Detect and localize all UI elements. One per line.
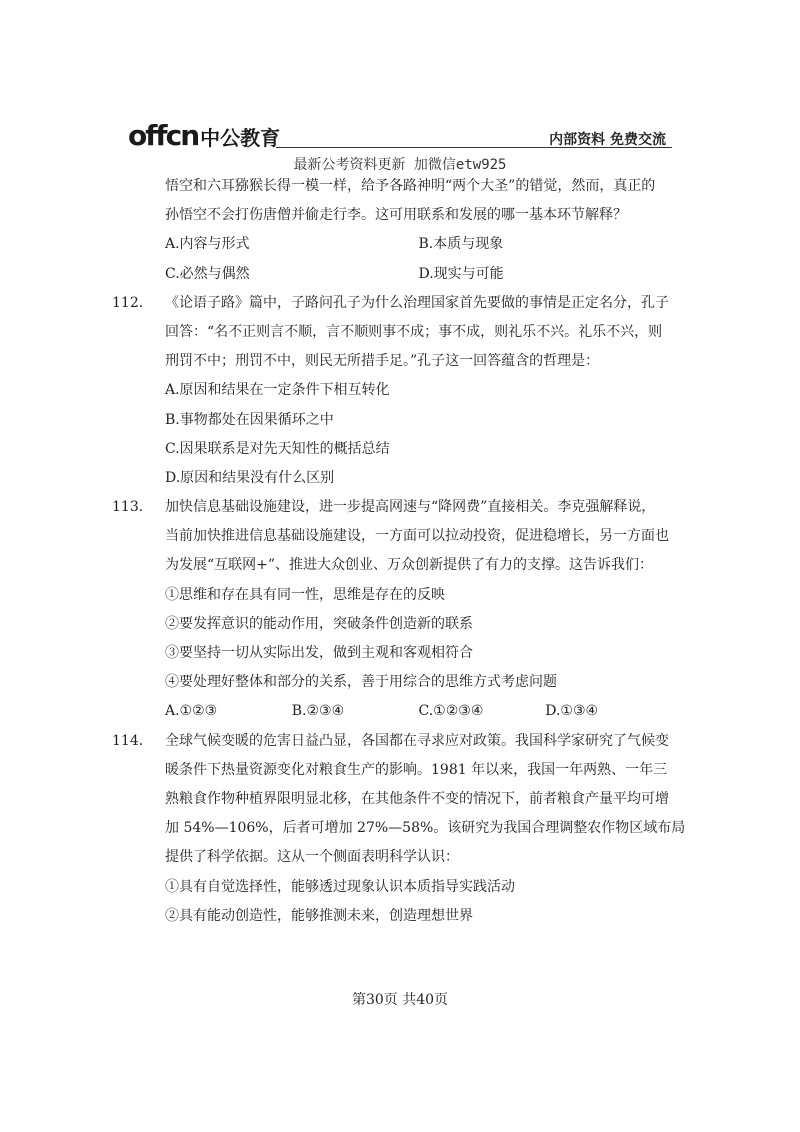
- question-text-line: 暖条件下热量资源变化对粮食生产的影响。1981 年以来，我国一年两熟、一年三: [165, 761, 668, 778]
- option-a: A.原因和结果在一定条件下相互转化: [165, 382, 390, 399]
- page-footer: 第30页 共40页: [351, 992, 449, 1008]
- option-d: D.现实与可能: [418, 265, 504, 282]
- question-text-line: [112, 493, 672, 522]
- watermark-text: 最新公考资料更新 加微信etw925: [293, 157, 507, 173]
- question-number: 112．: [112, 294, 153, 311]
- statement-4: ④要处理好整体和部分的关系，善于用综合的思维方式考虑问题: [165, 674, 557, 691]
- question-text-line: 为发展“互联网+”、推进大众创业、万众创新提供了有力的支撑。这告诉我们：: [165, 557, 654, 574]
- statement-3: ③要坚持一切从实际出发，做到主观和客观相符合: [165, 645, 473, 661]
- option-c: C.①②③④: [418, 703, 484, 720]
- question-number: 113．: [112, 499, 153, 516]
- question-text-line: [112, 289, 672, 318]
- statement-2: ②具有能动创造性，能够推测未来，创造理想世界: [165, 907, 473, 924]
- option-d: D.原因和结果没有什么区别: [165, 469, 335, 486]
- header-right-text: 内部资料 免费交流: [549, 132, 666, 148]
- option-a: A.①②③: [165, 703, 218, 720]
- question-113: [112, 493, 672, 727]
- options-row: [142, 230, 672, 259]
- question-112: [112, 289, 672, 493]
- option-c: C.必然与偶然: [165, 265, 250, 282]
- question-text-line: [112, 727, 672, 756]
- question-number: 114．: [112, 732, 153, 749]
- option-b: B.②③④: [291, 703, 345, 720]
- logo-chinese-text: 中公教育: [200, 126, 281, 150]
- option-d: D.①③④: [545, 703, 599, 720]
- question-text-line: 当前加快推进信息基础设施建设，一方面可以拉动投资，促进稳增长，另一方面也: [165, 528, 669, 545]
- question-text-line: 回答：“名不正则言不顺，言不顺则事不成；事不成，则礼乐不兴。礼乐不兴，则: [165, 323, 663, 340]
- options-row: [142, 260, 672, 289]
- question-stem-first-line: 《论语子路》篇中，子路问孔子为什么治理国家首先要做的事情是正定名分，孔子: [165, 294, 669, 311]
- option-b: B.本质与现象: [418, 236, 504, 253]
- question-114: [112, 727, 686, 931]
- option-a: A.内容与形式: [165, 236, 250, 253]
- question-111-continuation: [142, 172, 672, 289]
- question-text-line: 提供了科学依据。这从一个侧面表明科学认识：: [165, 849, 459, 866]
- statement-2: ②要发挥意识的能动作用，突破条件创造新的联系: [165, 615, 473, 632]
- question-stem-first-line: 全球气候变暖的危害日益凸显，各国都在寻求应对政策。我国科学家研究了气候变: [165, 732, 669, 749]
- statement-1: ①思维和存在具有同一性，思维是存在的反映: [165, 586, 445, 603]
- logo-latin-text: offcn: [128, 119, 199, 152]
- offcn-logo: [128, 120, 280, 150]
- question-stem-first-line: 加快信息基础设施建设，进一步提高网速与“降网费”直接相关。李克强解释说，: [165, 499, 656, 516]
- question-text-line: 熟粮食作物种植界限明显北移，在其他条件不变的情况下，前者粮食产量平均可增: [165, 790, 669, 807]
- question-text-line: 刑罚不中；刑罚不中，则民无所措手足。”孔子这一回答蕴含的哲理是：: [165, 353, 600, 370]
- statement-1: ①具有自觉选择性，能够透过现象认识本质指导实践活动: [165, 878, 515, 895]
- page-header: [128, 120, 672, 150]
- question-text-line: 悟空和六耳猕猴长得一模一样，给予各路神明“两个大圣”的错觉，然而，真正的: [165, 178, 656, 194]
- options-row: [142, 697, 672, 726]
- option-b: B.事物都处在因果循环之中: [165, 411, 334, 428]
- page-content: [112, 172, 686, 931]
- option-c: C.因果联系是对先天知性的概括总结: [165, 440, 390, 457]
- question-text-line: 孙悟空不会打伤唐僧并偷走行李。这可用联系和发展的哪一基本环节解释？: [165, 207, 627, 224]
- question-text-line: 加 54%—106%，后者可增加 27%—58%。该研究为我国合理调整农作物区域布局: [165, 820, 686, 837]
